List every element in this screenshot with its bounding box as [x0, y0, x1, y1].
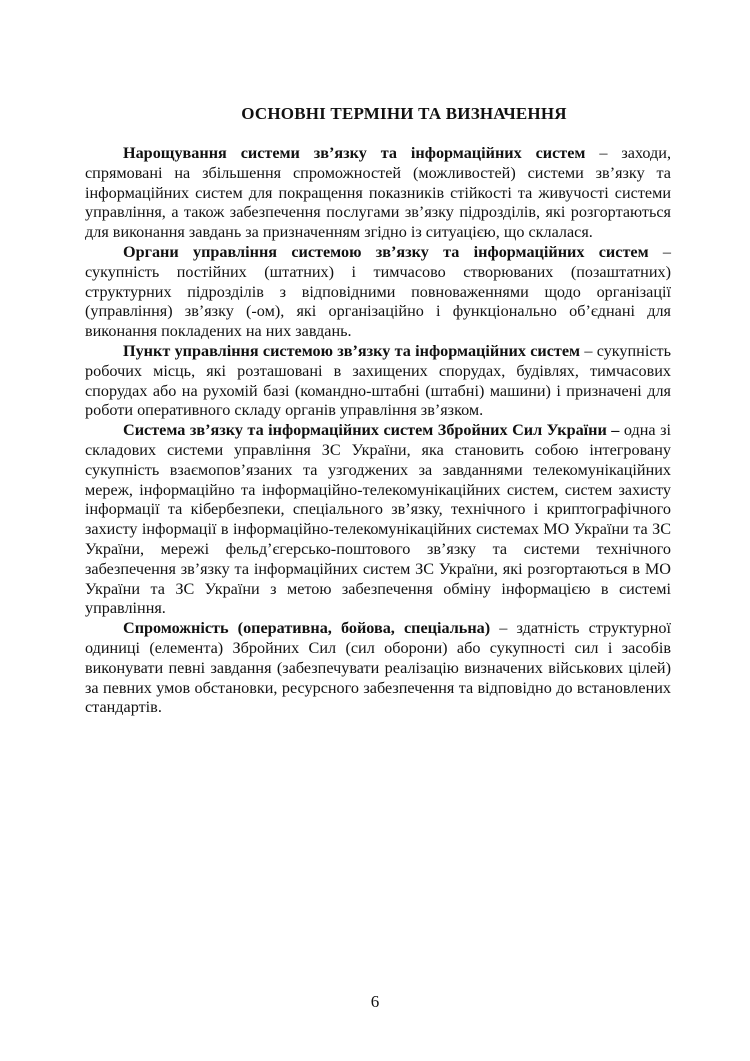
definition-term: Нарощування системи зв’язку та інформаційних систем: [123, 144, 586, 162]
definition-term: Пункт управління системою зв’язку та інформаційних систем: [123, 341, 581, 360]
definition-term: Органи управління системою зв’язку та інформаційних систем: [123, 242, 649, 261]
definition-management-bodies: [85, 243, 671, 342]
definition-control-point: [85, 342, 671, 421]
definition-capacity-building: [85, 144, 671, 243]
definition-term: Система зв’язку та інформаційних систем Збройних Сил України –: [123, 421, 620, 440]
definition-term: Спроможність (оперативна, бойова, спеціальна): [123, 619, 491, 638]
definition-text: – заходи, спрямовані на збільшення спроможностей (можливостей) системи зв’язку та інформаційних систем для покращення показників стійкості та живучості системи управління, а також забезпечення послугами зв’язку підрозділів, які розгортаються для виконання завдань за призначенням згідно із ситуацією, що склалася.: [85, 144, 671, 242]
definition-text: – сукупність постійних (штатних) і тимчасово створюваних (позаштатних) структурних підрозділів з відповідними повноваженнями щодо організації (управління) зв’язку (-ом), які організаційно і функціонально об’єднані для виконання покладених на них завдань.: [85, 242, 672, 341]
definition-text: одна зі складових системи управління ЗС України, яка становить собою інтегровану сукупність взаємопов’язаних та узгоджених за завданнями телекомунікаційних мереж, інформаційно та інформаційно-телекомунікаційних систем, систем захисту інформації та кібербезпеки, спеціального зв’язку, технічного і криптографічного захисту інформації в інформаційно-телекомунікаційних системах МО України та ЗС України, мережі фельд’єгерсько-поштового зв’язку та системи технічного забезпечення зв’язку та інформаційних систем ЗС України, які розгортаються в МО України та ЗС України з метою забезпечення обміну інформацією в системі управління.: [85, 421, 671, 618]
definitions-list: [85, 144, 671, 718]
page-title: ОСНОВНІ ТЕРМІНИ ТА ВИЗНАЧЕННЯ: [241, 104, 567, 123]
page-number: 6: [370, 992, 380, 1011]
definition-text: – здатність структурної одиниці (елемента) Збройних Сил (сил оборони) або сукупності сил і засобів виконувати певні завдання (забезпечувати реалізацію визначених військових цілей) за певних умов обстановки, ресурсного забезпечення та відповідно до встановлених стандартів.: [85, 619, 671, 717]
definition-text: – сукупність робочих місць, які розташовані в захищених спорудах, будівлях, тимчасових спорудах або на рухомій базі (командно-штабні (штабні) машини) і призначені для роботи оперативного складу органів управління зв’язком.: [85, 341, 671, 420]
definition-capability: [85, 619, 671, 718]
definition-communication-system: [85, 421, 671, 619]
